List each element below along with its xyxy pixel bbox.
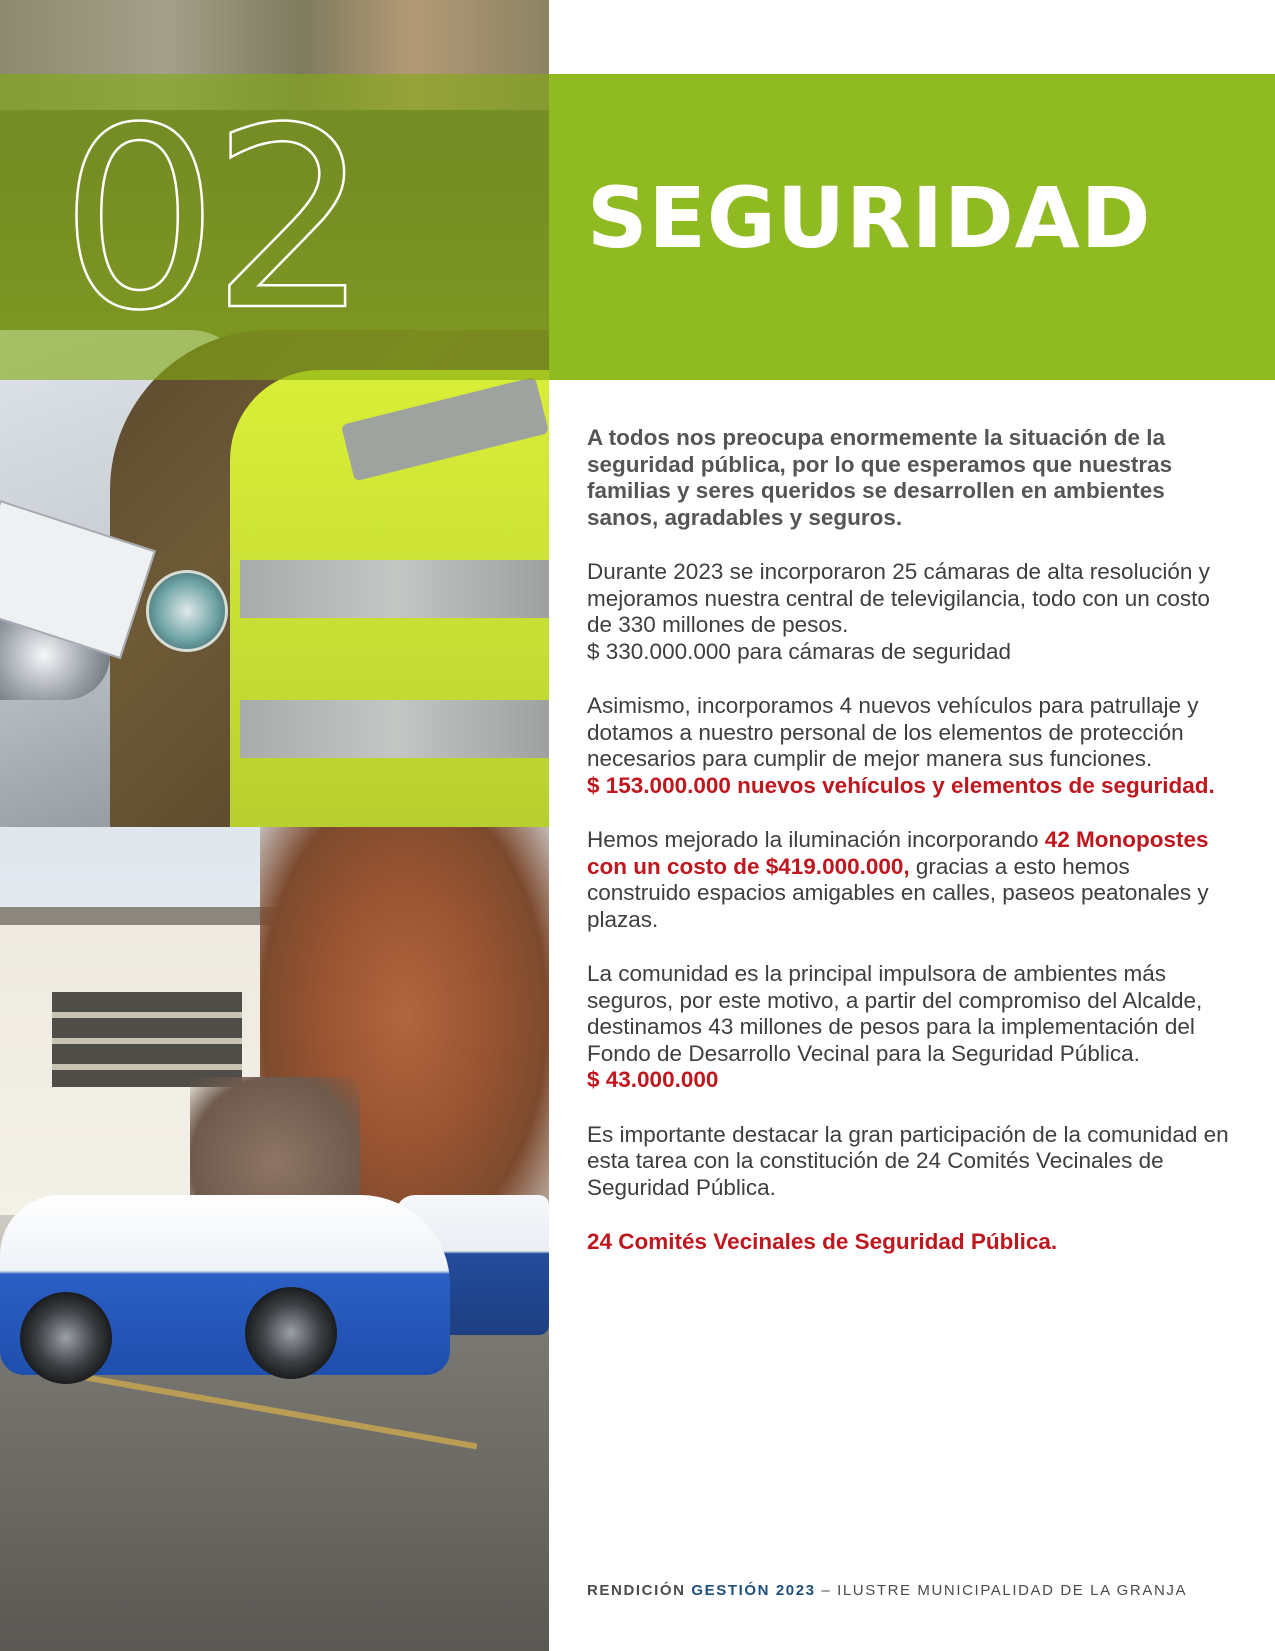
lead-paragraph: A todos nos preocupa enormemente la situación de la seguridad pública, por lo que esperamos que nuestras familias y seres queridos se desarrollen en ambientes sanos, agradables y seguros. [587,425,1173,530]
cameras-text: Durante 2023 se incorporaron 25 cámaras de alta resolución y mejoramos nuestra central de televigilancia, todo con un costo de 330 millones de pesos. [587,559,1210,637]
uniform-patch [146,570,228,652]
lighting-text-after: gracias a esto hemos construido espacios amigables en calles, paseos peatonales y plazas. [587,853,1209,932]
cameras-paragraph [587,559,1237,665]
vehicles-paragraph [587,693,1237,799]
footer-label: RENDICIÓN [587,1582,692,1599]
section-number [60,96,390,336]
footer-org: – ILUSTRE MUNICIPALIDAD DE LA GRANJA [815,1582,1188,1599]
page-footer [587,1582,1187,1599]
committees-paragraph: Es importante destacar la gran participación de la comunidad en esta tarea con la constitución de 24 Comités Vecinales de Seguridad Pública. [587,1121,1229,1200]
section-number-text: 02 [60,96,363,336]
fund-paragraph [587,961,1237,1094]
fund-text: La comunidad es la principal impulsora de ambientes más seguros, por este motivo, a partir del compromiso del Alcalde, destinamos 43 millones de pesos para la implementación del Fondo de Desarrollo Vecinal para la Seguridad Pública. [587,961,1203,1066]
photo-column [0,0,549,1651]
section-title: SEGURIDAD [587,169,1152,267]
body-content [587,425,1237,1284]
committees-highlight: 24 Comités Vecinales de Seguridad Pública. [587,1229,1058,1254]
lighting-paragraph [587,827,1237,933]
vehicles-text: Asimismo, incorporamos 4 nuevos vehículos para patrullaje y dotamos a nuestro personal de los elementos de protección necesarios para cumplir de mejor manera sus funciones. [587,693,1199,771]
lighting-text-before: Hemos mejorado la iluminación incorporando [587,827,1045,852]
vehicles-amount: $ 153.000.000 nuevos vehículos y elementos de seguridad. [587,772,1215,798]
cameras-amount: $ 330.000.000 para cámaras de seguridad [587,638,1012,664]
fund-amount: $ 43.000.000 [587,1067,719,1092]
footer-highlight: GESTIÓN 2023 [691,1582,816,1599]
lighting-amount: 42 Monopostes con un costo de $419.000.000, [587,827,1209,879]
patrol-vehicles-photo [0,827,549,1651]
